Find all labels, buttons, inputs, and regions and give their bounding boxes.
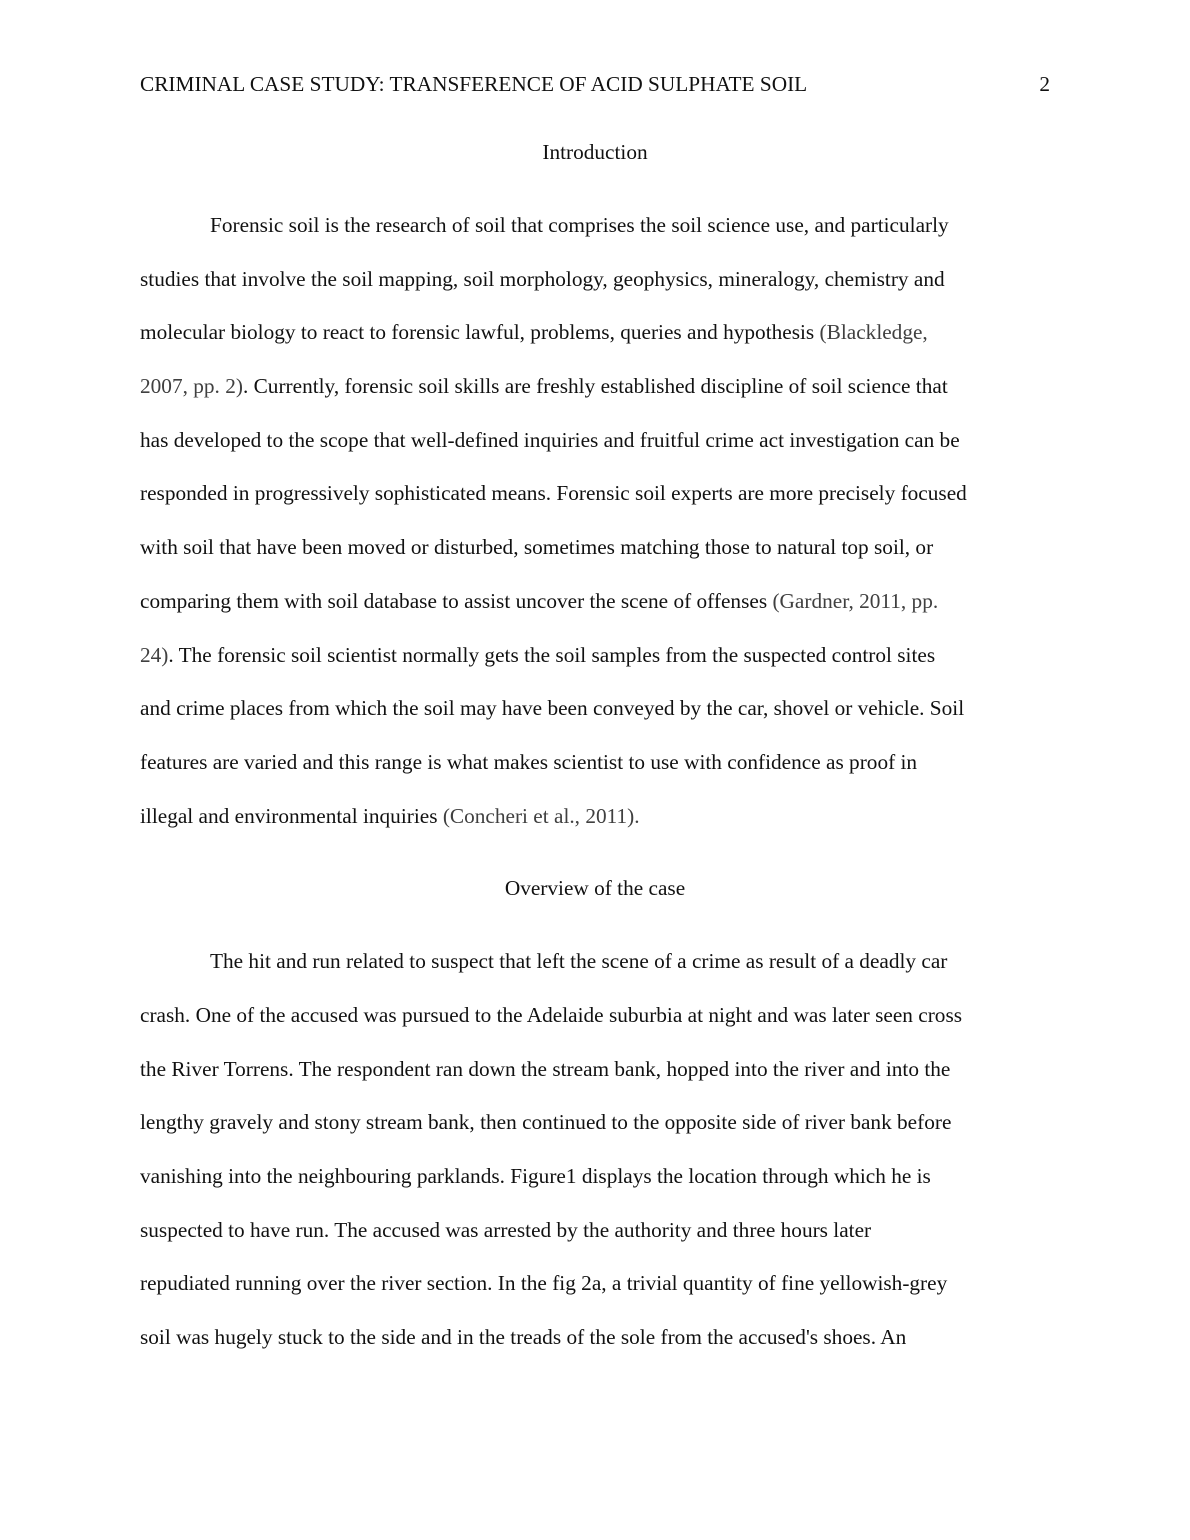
- text-line: suspected to have run. The accused was arrested by the authority and three hours later: [140, 1217, 872, 1242]
- text-line: molecular biology to react to forensic lawful, problems, queries and hypothesis (Blackledge,: [140, 320, 928, 345]
- text-line: studies that involve the soil mapping, soil morphology, geophysics, mineralogy, chemistry and: [140, 266, 945, 291]
- text-line: lengthy gravely and stony stream bank, then continued to the opposite side of river bank before: [140, 1110, 952, 1135]
- section-heading-overview: [140, 862, 1050, 935]
- page-number: 2: [1039, 72, 1050, 96]
- text-line: illegal and environmental inquiries (Concheri et al., 2011).: [140, 803, 640, 828]
- citation: 24): [140, 642, 169, 667]
- text-line: repudiated running over the river section. In the fig 2a, a trivial quantity of fine yellowish-grey: [140, 1271, 948, 1296]
- text-line: Forensic soil is the research of soil that comprises the soil science use, and particularly: [210, 213, 949, 237]
- text-line: 24). The forensic soil scientist normally gets the soil samples from the suspected control sites: [140, 642, 936, 667]
- body-text: [140, 126, 1050, 1365]
- running-head: [140, 70, 1050, 98]
- citation: 2007, pp. 2): [140, 374, 243, 399]
- citation: (Blackledge,: [819, 320, 928, 345]
- citation: (Gardner, 2011, pp.: [772, 588, 939, 613]
- heading-text: Introduction: [542, 140, 648, 164]
- text-line: crash. One of the accused was pursued to the Adelaide suburbia at night and was later seen cross: [140, 1002, 963, 1027]
- paragraph-introduction: [140, 199, 1050, 843]
- citation: (Concheri et al., 2011).: [442, 803, 640, 828]
- text-line: vanishing into the neighbouring parklands. Figure1 displays the location through which he is: [140, 1164, 931, 1188]
- heading-text: Overview of the case: [504, 876, 686, 901]
- section-heading-introduction: [140, 126, 1050, 199]
- text-line: 2007, pp. 2). Currently, forensic soil skills are freshly established discipline of soil science that: [140, 374, 948, 399]
- paragraph-overview: [140, 935, 1050, 1365]
- text-line: comparing them with soil database to assist uncover the scene of offenses (Gardner, 2011, pp.: [140, 588, 939, 613]
- text-line: with soil that have been moved or disturbed, sometimes matching those to natural top soil, or: [140, 535, 934, 560]
- text-line: has developed to the scope that well-defined inquiries and fruitful crime act investigation can be: [140, 427, 960, 452]
- text-line: The hit and run related to suspect that left the scene of a crime as result of a deadly car: [210, 949, 948, 974]
- text-line: and crime places from which the soil may have been conveyed by the car, shovel or vehicle. Soil: [140, 696, 965, 721]
- text-line: soil was hugely stuck to the side and in the treads of the sole from the accused's shoes. An: [140, 1325, 907, 1350]
- text-line: the River Torrens. The respondent ran down the stream bank, hopped into the river and into the: [140, 1056, 951, 1081]
- running-title: CRIMINAL CASE STUDY: TRANSFERENCE OF ACID SULPHATE SOIL: [140, 72, 808, 96]
- text-line: features are varied and this range is what makes scientist to use with confidence as proof in: [140, 749, 918, 774]
- text-line: responded in progressively sophisticated means. Forensic soil experts are more precisely focused: [140, 481, 967, 506]
